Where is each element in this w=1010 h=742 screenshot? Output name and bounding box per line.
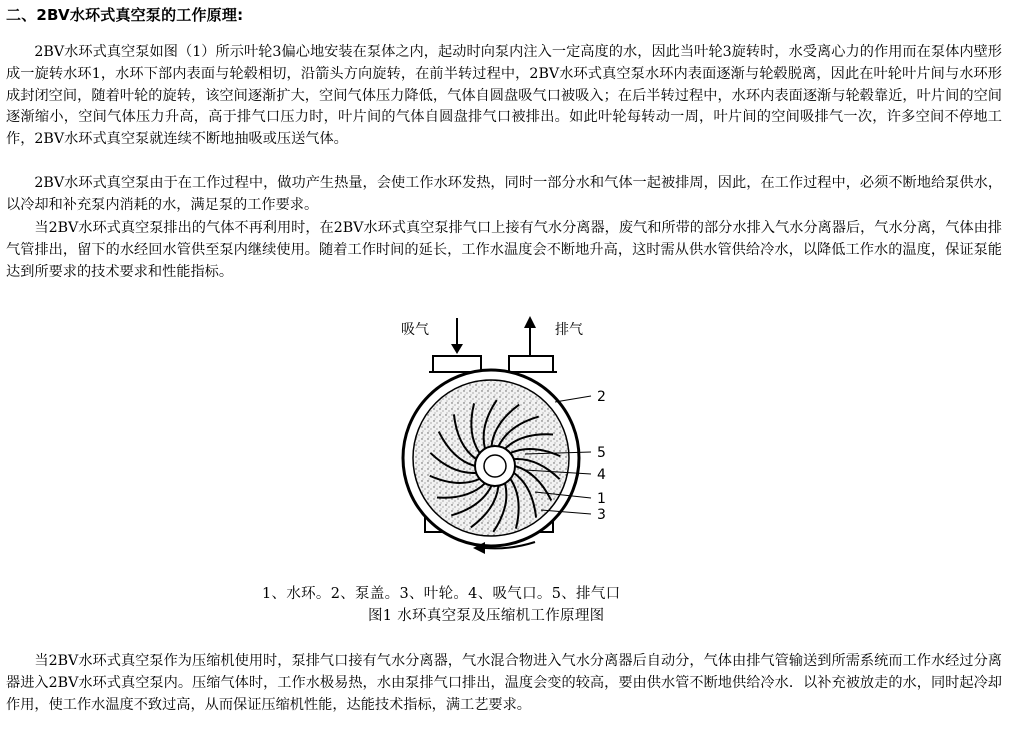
shaft bbox=[484, 455, 506, 477]
part-number-2: 2 bbox=[597, 389, 606, 405]
part-number-1: 1 bbox=[597, 491, 606, 507]
part-number-3: 3 bbox=[597, 507, 606, 523]
intake-arrow-icon bbox=[451, 318, 463, 354]
paragraph-separator: 当2BV水环式真空泵排出的气体不再利用时，在2BV水环式真空泵排气口上接有气水分离器，废气和所带的部分水排入气水分离器后，气水分离，气体由排气管排出，留下的水经回水管供至泵内继续使用。随着工作时间的延长，工作水温度会不断地升高，这时需从供水管供给冷水，以降低工作水的温度，保证泵能达到所要求的技术要求和性能指标。 bbox=[6, 220, 1002, 280]
part-number-5: 5 bbox=[597, 445, 606, 461]
intake-label: 吸气 bbox=[401, 322, 429, 338]
paragraph-water-supply: 2BV水环式真空泵由于在工作过程中，做功产生热量，会使工作水环发热，同时一部分水和气体一起被排周，因此，在工作过程中，必须不断地给泵供水，以冷却和补充泵内消耗的水，满足泵的工作要求。 bbox=[6, 175, 1002, 213]
exhaust-label: 排气 bbox=[555, 322, 583, 338]
figure-legend: 1、水环。2、泵盖。3、叶轮。4、吸气口。5、排气口 bbox=[262, 586, 621, 602]
part-number-4: 4 bbox=[597, 467, 606, 483]
paragraph-working-principle: 2BV水环式真空泵如图（1）所示叶轮3偏心地安装在泵体之内，起动时向泵内注入一定高度的水，因此当叶轮3旋转时，水受离心力的作用而在泵体内壁形成一旋转水环1，水环下部内表面与轮毂相切，沿箭头方向旋转，在前半转过程中，2BV水环式真空泵水环内表面逐渐与轮毂脱离，因此在叶轮叶片间与水环形成封闭空间，随着叶轮的旋转，该空间逐渐扩大，空间气体压力降低，气体自圆盘吸气口被吸入；在后半转过程中，水环内表面逐渐与轮毂靠近，叶片间的空间逐渐缩小，空间气体压力升高，高于排气口压力时，叶片间的气体自圆盘排气口被排出。如此叶轮每转动一周，叶片间的空间吸排气一次，许多空间不停地工作，2BV水环式真空泵就连续不断地抽吸或压送气体。 bbox=[6, 44, 1002, 148]
exhaust-arrow-icon bbox=[524, 316, 536, 356]
exhaust-port bbox=[509, 356, 553, 372]
pump-diagram bbox=[385, 306, 645, 570]
paragraph-compressor-use: 当2BV水环式真空泵作为压缩机使用时，泵排气口接有气水分离器，气水混合物进入气水分离器后自动分，气体由排气管输送到所需系统而工作水经过分离器进入2BV水环式真空泵内。压缩气体时，工作水极易热，水由泵排气口排出，温度会变的较高，要由供水管不断地供给冷水．以补充被放走的水，同时起冷却作用，使工作水温度不致过高，从而保证压缩机性能，达能技术指标，满工艺要求。 bbox=[6, 653, 1002, 713]
figure-caption: 图1 水环真空泵及压缩机工作原理图 bbox=[368, 608, 605, 624]
intake-port bbox=[433, 356, 481, 372]
section-heading: 二、2BV水环式真空泵的工作原理: bbox=[6, 6, 244, 24]
